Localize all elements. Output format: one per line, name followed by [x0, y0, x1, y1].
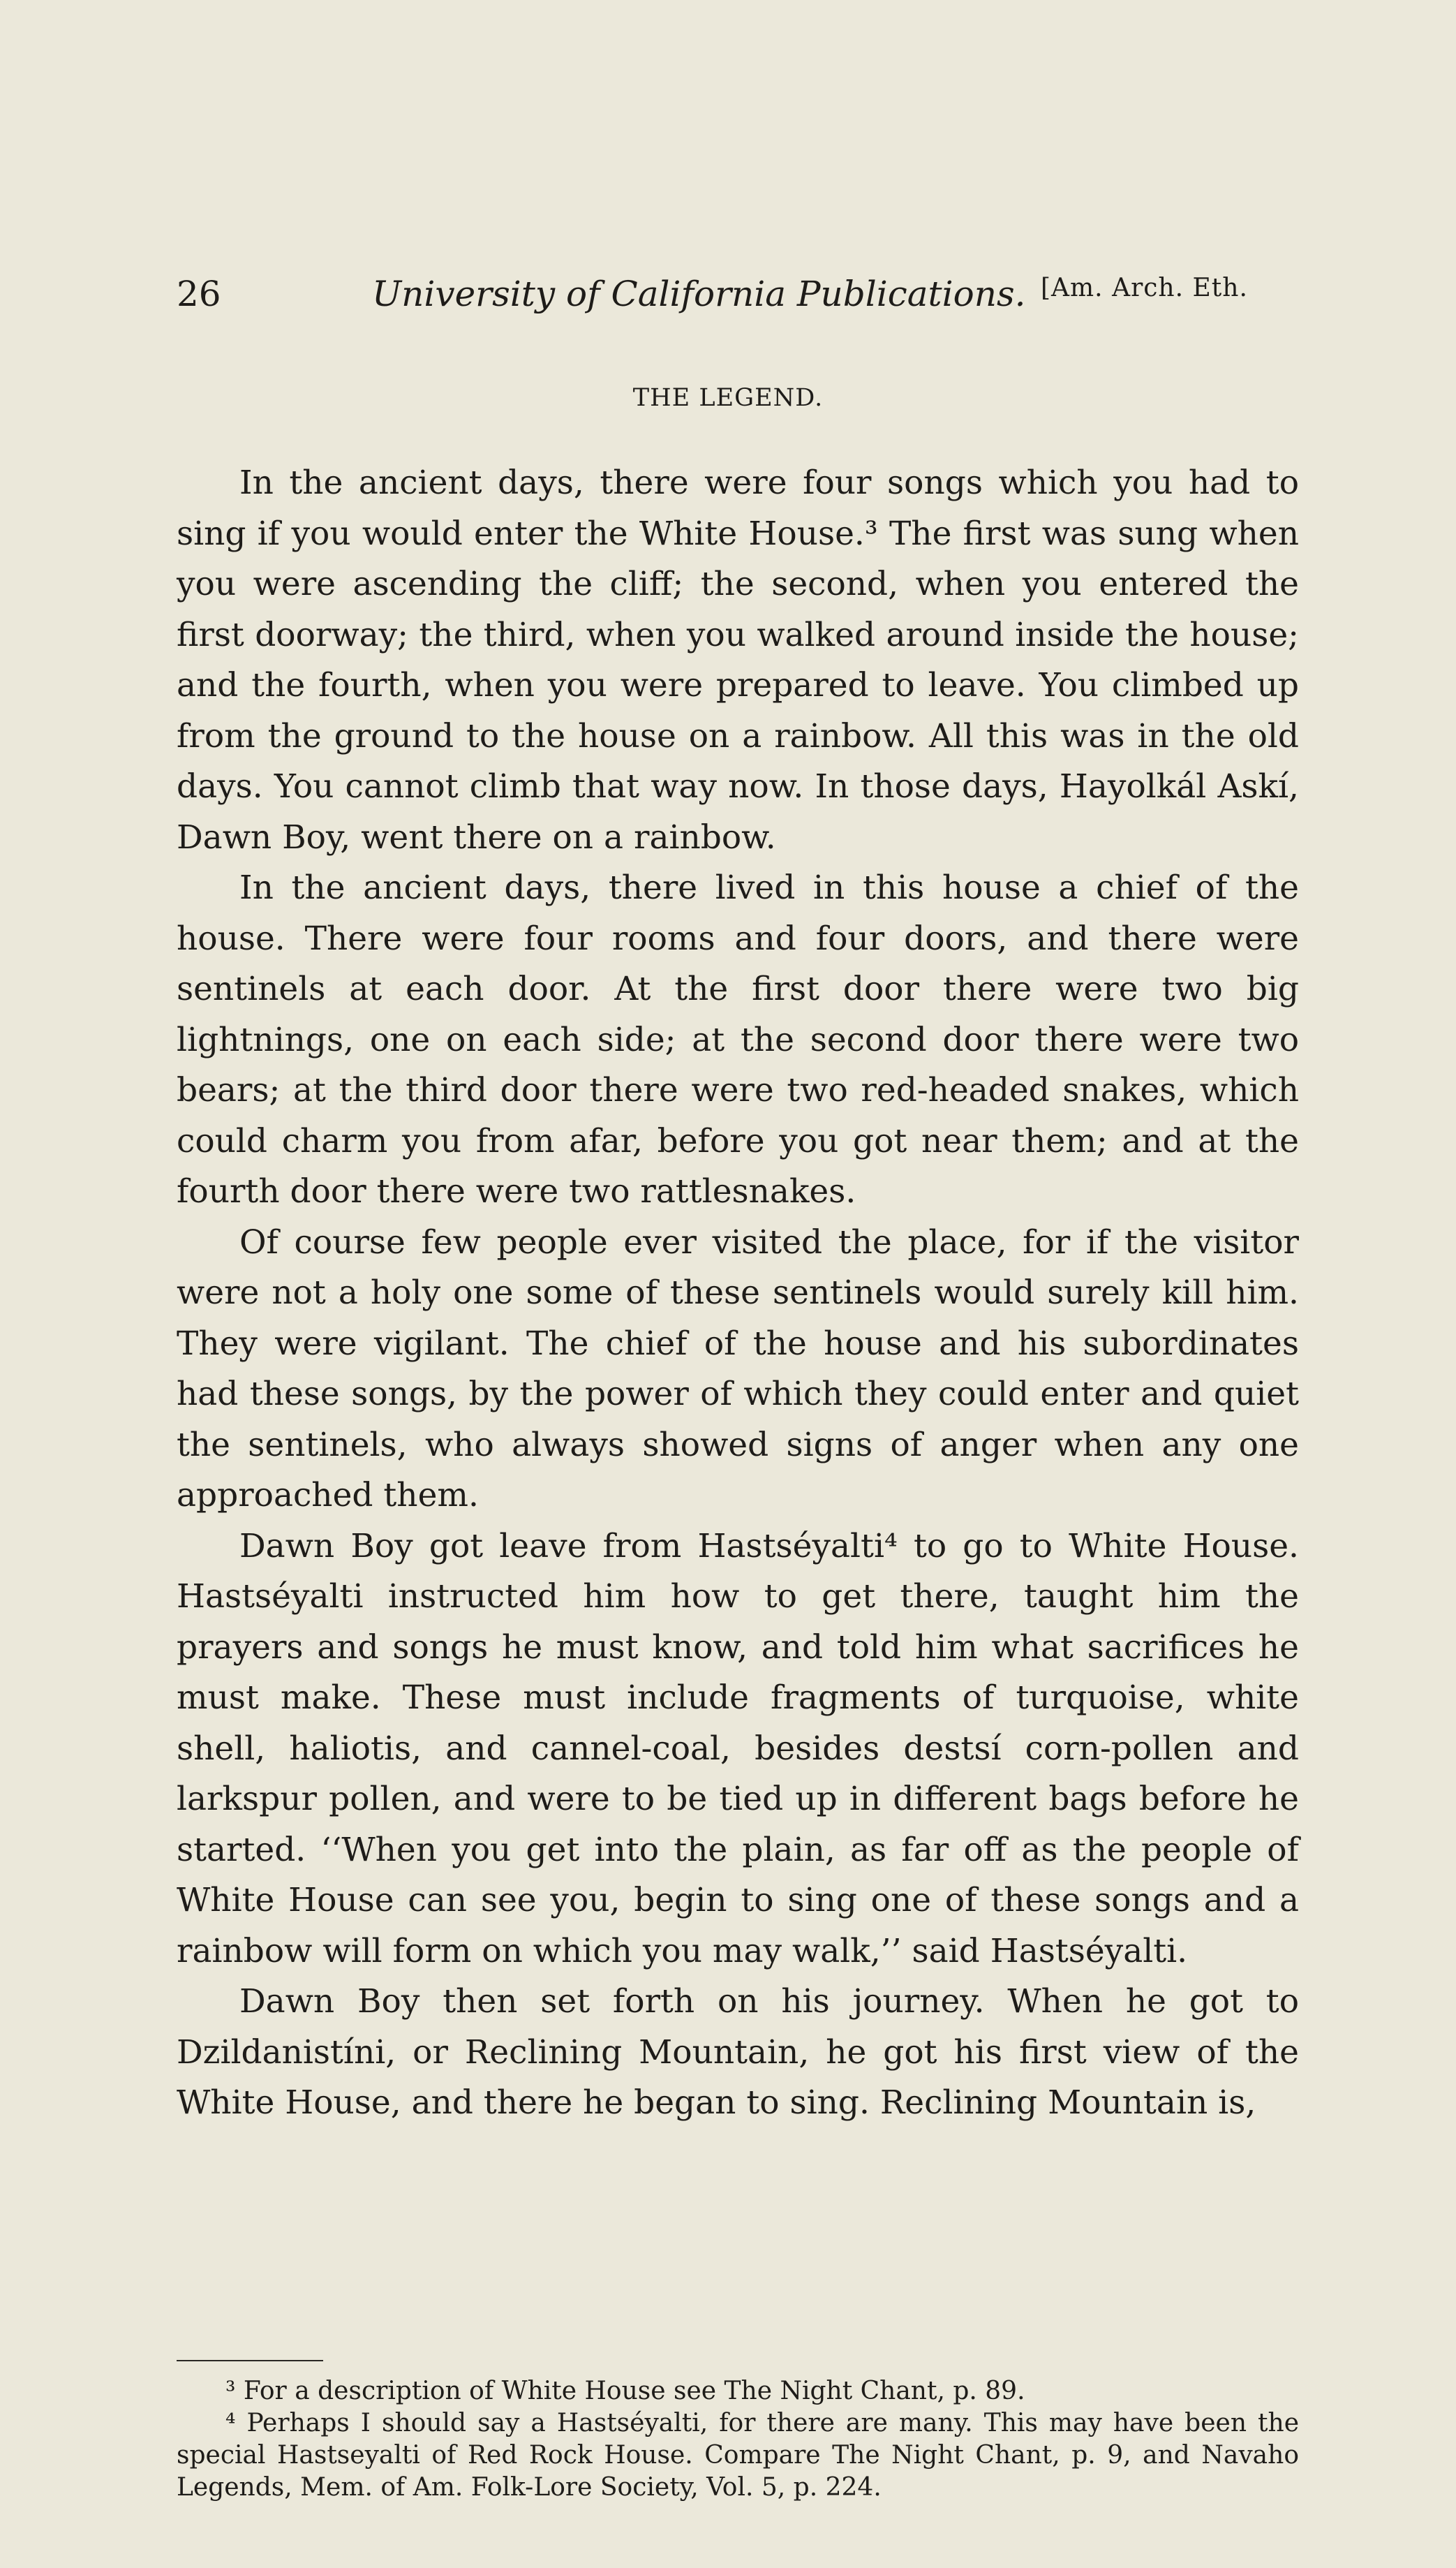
running-header	[177, 274, 1307, 316]
footnote-divider	[177, 2360, 323, 2361]
paragraph: In the ancient days, there were four songs which you had to sing if you would enter the White House.³ The first was sung when you were ascending the cliff; the second, when you entered the first doorway; the third, when you walked around inside the house; and the fourth, when you were prepared to leave. You climbed up from the ground to the house on a rainbow. All this was in the old days. You cannot climb that way now. In those days, Hayolkál Askí, Dawn Boy, went there on a rainbow.	[177, 464, 1299, 857]
paragraph: Dawn Boy then set forth on his journey. When he got to Dzildanistíni, or Reclining Mountain, he got his first view of the White House, and there he began to sing. Reclining Mountain is,	[177, 1982, 1299, 2122]
paragraph: In the ancient days, there lived in this house a chief of the house. There were four rooms and four doors, and there were sentinels at each door. At the first door there were two big lightnings, one on each side; at the second door there were two bears; at the third door there were two red-headed snakes, which could charm you from afar, before you got near them; and at the fourth door there were two rattlesnakes.	[177, 869, 1299, 1211]
footnote: ³ For a description of White House see The Night Chant, p. 89.	[225, 2377, 1025, 2405]
series-abbreviation: [Am. Arch. Eth.	[1041, 274, 1248, 302]
footnotes	[177, 2375, 1299, 2504]
page-number: 26	[177, 274, 221, 314]
journal-title: University of California Publications.	[372, 274, 1026, 314]
paragraph: Of course few people ever visited the place, for if the visitor were not a holy one some of these sentinels would surely kill him. They were vigilant. The chief of the house and his subordinates had these songs, by the power of which they could enter and quiet the sentinels, who always showed signs of anger when any one approached them.	[177, 1223, 1299, 1514]
body-text	[177, 458, 1299, 2129]
footnote: ⁴ Perhaps I should say a Hastséyalti, for there are many. This may have been the special Hastseyalti of Red Rock House. Compare The Night Chant, p. 9, and Navaho Legends, Mem. of Am. Folk-Lore Society, Vol. 5, p. 224.	[177, 2409, 1299, 2502]
paragraph: Dawn Boy got leave from Hastséyalti⁴ to go to White House. Hastséyalti instructed him how to get there, taught him the prayers and songs he must know, and told him what sacrifices he must make. These must include fragments of turquoise, white shell, haliotis, and cannel-coal, besides destsí corn-pollen and larkspur pollen, and were to be tied up in different bags before he started. ‘‘When you get into the plain, as far off as the people of White House can see you, begin to sing one of these songs and a rainbow will form on which you may walk,’’ said Hastséyalti.	[177, 1526, 1299, 1970]
section-title: THE LEGEND.	[632, 384, 824, 412]
